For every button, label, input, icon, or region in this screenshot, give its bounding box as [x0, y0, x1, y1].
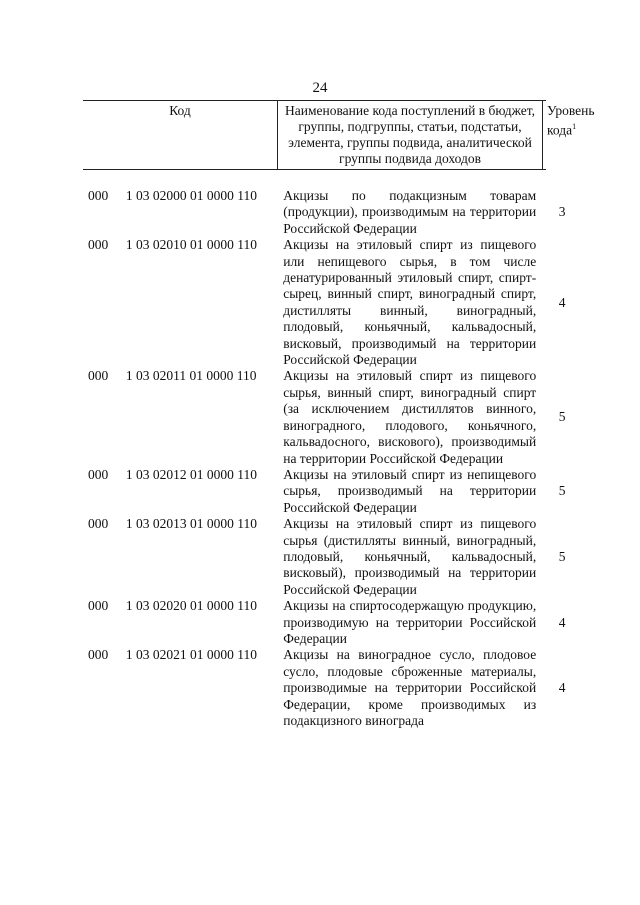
header-level-label: Уровень кода — [547, 103, 595, 138]
admin-code: 000 — [88, 598, 109, 614]
budget-code: 1 03 02012 01 0000 110 — [125, 466, 257, 482]
code-name: Акцизы по подакцизным товарам (продукции), производимым на территории Российской Федерации — [283, 188, 537, 236]
table-row — [88, 237, 588, 368]
admin-code: 000 — [88, 516, 109, 532]
code-level: 3 — [558, 204, 566, 220]
admin-code: 000 — [88, 188, 109, 203]
table-row — [88, 516, 588, 598]
code-level: 5 — [558, 483, 566, 499]
budget-code: 1 03 02013 01 0000 110 — [125, 516, 257, 532]
page-number: 24 — [312, 80, 328, 96]
footnote-marker: 1 — [572, 122, 577, 131]
code-level: 5 — [558, 548, 566, 564]
table-row — [88, 647, 588, 729]
admin-code: 000 — [88, 647, 109, 663]
code-name: Акцизы на этиловый спирт из пищевого или непищевого сырья, в том числе денатурированный этиловый спирт, спирт-сырец, винный спирт, виноградный спирт, дистилляты винный, виноградный, плодовый, коньячный, кальвадосный, висковый, производимый на территории Российской Федерации — [283, 237, 537, 368]
header-name: Наименование кода поступлений в бюджет, группы, подгруппы, статьи, подстатьи, элемента, группы подвида, аналитической группы подвида доходов — [278, 101, 543, 170]
code-name: Акцизы на спиртосодержащую продукцию, производимую на территории Российской Федерации — [283, 598, 537, 646]
budget-code: 1 03 02011 01 0000 110 — [125, 368, 257, 384]
header-level — [543, 101, 595, 170]
code-name: Акцизы на виноградное сусло, плодовое сусло, плодовые сброженные материалы, производимые на территории Российской Федерации, кроме производимых из подакцизного винограда — [283, 647, 537, 728]
code-name: Акцизы на этиловый спирт из пищевого сырья (дистилляты винный, виноградный, плодовый, коньячный, кальвадосный, висковый), производимый на территории Российской Федерации — [283, 516, 537, 597]
code-level: 4 — [558, 294, 566, 310]
code-level: 4 — [558, 614, 566, 630]
admin-code: 000 — [88, 237, 109, 253]
code-level: 5 — [558, 409, 566, 425]
budget-code: 1 03 02020 01 0000 110 — [125, 598, 257, 614]
code-name: Акцизы на этиловый спирт из пищевого сырья, винный спирт, виноградный спирт (за исключением дистиллятов винного, виноградного, плодового, коньячного, кальвадосного, вискового), производимый на территории Российской Федерации — [283, 368, 537, 466]
table-row — [88, 188, 588, 237]
table-row — [88, 598, 588, 647]
budget-code: 1 03 02010 01 0000 110 — [125, 237, 257, 253]
admin-code: 000 — [88, 466, 109, 482]
budget-code: 1 03 02000 01 0000 110 — [125, 188, 257, 203]
code-level: 4 — [558, 680, 566, 696]
code-name: Акцизы на этиловый спирт из непищевого сырья, производимый на территории Российской Федерации — [283, 466, 537, 515]
budget-code: 1 03 02021 01 0000 110 — [125, 647, 257, 663]
income-codes-list — [88, 188, 588, 729]
admin-code: 000 — [88, 368, 109, 384]
table-header — [83, 100, 595, 170]
table-row — [88, 467, 588, 516]
table-row — [88, 368, 588, 466]
header-code: Код — [83, 101, 278, 170]
